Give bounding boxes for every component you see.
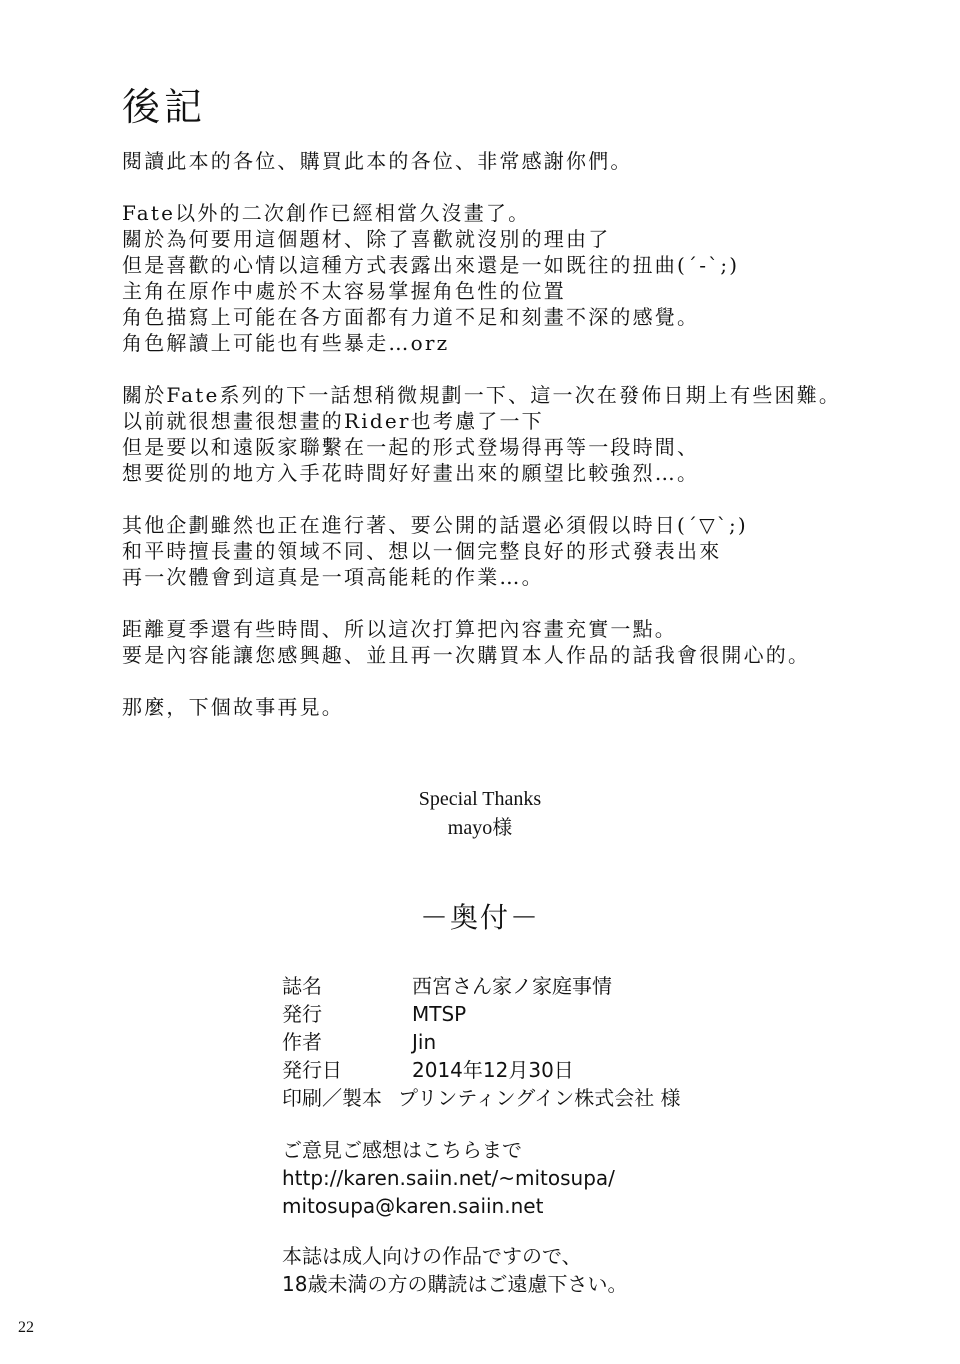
afterword-line: 距離夏季還有些時間、所以這次打算把內容畫充實一點。	[122, 617, 677, 641]
age-notice	[282, 1242, 627, 1298]
colophon-title: －奥付－	[419, 901, 540, 934]
afterword-paragraph-6	[122, 694, 922, 720]
colophon-value: MTSP	[412, 1002, 467, 1026]
afterword-paragraph-4	[122, 512, 922, 590]
colophon-row-printer	[282, 1084, 681, 1112]
afterword-line: 關於為何要用這個題材、除了喜歡就沒別的理由了	[122, 227, 611, 251]
afterword-line: 但是喜歡的心情以這種方式表露出來還是一如既往的扭曲(´-`;)	[122, 253, 740, 277]
age-notice-line: 18歳未満の方の購読はご遠慮下さい。	[282, 1272, 628, 1296]
colophon-label: 印刷／製本	[282, 1086, 382, 1110]
contact-url: http://karen.saiin.net/~mitosupa/	[282, 1166, 615, 1190]
afterword-line: 要是內容能讓您感興趣、並且再一次購買本人作品的話我會很開心的。	[122, 643, 811, 667]
colophon-value: 西宮さん家ノ家庭事情	[412, 974, 612, 998]
afterword-line: Fate以外的二次創作已經相當久沒畫了。	[122, 201, 531, 225]
colophon-value: Jin	[412, 1030, 437, 1054]
colophon-label: 発行	[282, 1002, 322, 1026]
colophon-label: 発行日	[282, 1058, 342, 1082]
colophon-row-title	[282, 972, 681, 1000]
afterword-title: 後記	[122, 85, 207, 129]
afterword-paragraph-1	[122, 148, 922, 174]
colophon-value: プリンティングイン株式会社 様	[398, 1086, 681, 1110]
afterword-line: 主角在原作中處於不太容易掌握角色性的位置	[122, 279, 566, 303]
afterword-body	[122, 148, 922, 746]
colophon-row-author	[282, 1028, 681, 1056]
contact-heading: ご意見ご感想はこちらまで	[282, 1138, 522, 1162]
afterword-paragraph-3	[122, 382, 922, 486]
afterword-paragraph-2	[122, 200, 922, 356]
colophon-table	[282, 972, 681, 1112]
afterword-line: 以前就很想畫很想畫的Rider也考慮了一下	[122, 409, 544, 433]
contact-email: mitosupa@karen.saiin.net	[282, 1194, 544, 1218]
afterword-line: 想要從別的地方入手花時間好好畫出來的願望比較強烈…。	[122, 461, 700, 485]
special-thanks-name: mayo様	[447, 817, 513, 839]
colophon-row-publisher	[282, 1000, 681, 1028]
colophon-label: 作者	[282, 1030, 322, 1054]
afterword-line: 閱讀此本的各位、購買此本的各位、非常感謝你們。	[122, 149, 633, 173]
afterword-line: 和平時擅長畫的領域不同、想以一個完整良好的形式發表出來	[122, 539, 722, 563]
afterword-line: 那麼，下個故事再見。	[122, 695, 344, 719]
afterword-line: 再一次體會到這真是一項高能耗的作業…。	[122, 565, 544, 589]
colophon-row-date	[282, 1056, 681, 1084]
colophon-label: 誌名	[282, 974, 322, 998]
age-notice-line: 本誌は成人向けの作品ですので、	[282, 1244, 582, 1268]
afterword-line: 但是要以和遠阪家聯繫在一起的形式登場得再等一段時間、	[122, 435, 700, 459]
afterword-line: 角色描寫上可能在各方面都有力道不足和刻畫不深的感覺。	[122, 305, 700, 329]
colophon-value: 2014年12月30日	[412, 1058, 574, 1082]
contact-block	[282, 1136, 615, 1220]
page-number: 22	[18, 1319, 34, 1336]
afterword-paragraph-5	[122, 616, 922, 668]
afterword-line: 關於Fate系列的下一話想稍微規劃一下、這一次在發佈日期上有些困難。	[122, 383, 842, 407]
afterword-line: 其他企劃雖然也正在進行著、要公開的話還必須假以時日(´▽`;)	[122, 513, 748, 537]
afterword-line: 角色解讀上可能也有些暴走…orz	[122, 331, 450, 355]
special-thanks-heading: Special Thanks	[418, 788, 542, 810]
